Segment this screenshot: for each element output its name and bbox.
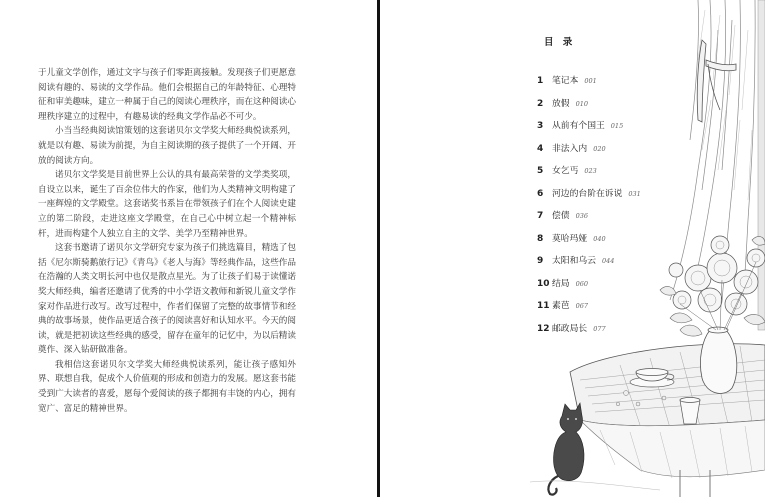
- chapter-page: 010: [575, 99, 589, 108]
- toc-item[interactable]: [537, 298, 641, 321]
- chapter-page: 067: [575, 302, 589, 310]
- chapter-page: 044: [602, 257, 615, 265]
- chapter-page: 031: [628, 189, 641, 198]
- paragraph: 诺贝尔文学奖是目前世界上公认的具有最高荣誉的文学类奖项，自设立以来，诞生了百余位伟大的作家，他们为人类精神文明构建了一座辉煌的文学殿堂。这套诺奖书系旨在带领孩子们在个人阅读史建立的第二阶段，走进这座文学殿堂，在自己心中树立起一个精神标杆，进而构建个人独立自主的文学、美学乃至精神世界。: [38, 170, 296, 239]
- toc-item[interactable]: [537, 321, 641, 344]
- chapter-number: 2: [537, 98, 544, 109]
- paragraph: 这套书邀请了诺贝尔文学研究专家为孩子们挑选篇目，精选了包括《尼尔斯骑鹅旅行记》《青鸟》《老人与海》等经典作品，这些作品在浩瀚的人类文明长河中也仅是散点星光。为了让孩子们易于读懂诺奖大师经典，编者还邀请了优秀的中小学语文教师和新锐儿童文学作家对作品进行改写。改写过程中，作者们保留了完整的故事情节和经典的故事场景，使作品更适合孩子的阅读喜好和认知水平。今天的阅读，就是把初读这些经典的感受，留存在童年的记忆中，为以后精读奠作、深入钻研做准备。: [38, 243, 296, 356]
- toc-item[interactable]: [537, 118, 641, 141]
- chapter-number: 6: [537, 188, 544, 199]
- chapter-page: 023: [584, 167, 597, 175]
- toc-item[interactable]: [537, 141, 641, 164]
- chapter-title: 笔记本: [552, 76, 579, 86]
- right-page: [380, 0, 765, 497]
- paragraph: 于儿童文学创作，通过文字与孩子们零距离接触。发现孩子们更愿意阅读有趣的、易读的文学作品。他们会根据自己的年龄特征、心理特征和审美趣味，建立一种属于自己的阅读心理秩序，而在这种阅读心理秩序建立的过程中，有趣易读的经典文学作品必不可少。: [38, 68, 296, 122]
- chapter-title: 太阳和乌云: [552, 256, 596, 266]
- chapter-title: 偿债: [552, 211, 570, 221]
- toc-item[interactable]: [537, 163, 641, 186]
- chapter-title: 素芭: [552, 301, 570, 311]
- chapter-title: 结局: [552, 278, 570, 289]
- preface-text: [38, 66, 296, 416]
- chapter-page: 015: [610, 122, 624, 130]
- chapter-page: 036: [575, 212, 589, 220]
- chapter-title: 女乞丐: [552, 166, 579, 176]
- chapter-number: 11: [537, 301, 550, 311]
- chapter-title: 邮政局长: [552, 323, 588, 334]
- chapter-page: 077: [593, 324, 606, 333]
- chapter-number: 8: [537, 233, 544, 244]
- chapter-title: 放假: [552, 98, 570, 109]
- left-page: [0, 0, 377, 497]
- paragraph: 小当当经典阅读馆策划的这套诺贝尔文学奖大师经典悦读系列，就是以有趣、易读为前提，为自主阅读期的孩子提供了一个开阔、开放的阅读方向。: [38, 126, 296, 166]
- table-of-contents: [537, 73, 641, 343]
- chapter-title: 河边的台阶在诉说: [552, 188, 623, 199]
- chapter-title: 非法入内: [552, 143, 588, 154]
- chapter-page: 040: [593, 234, 606, 243]
- toc-item[interactable]: [537, 231, 641, 254]
- toc-item[interactable]: [537, 96, 641, 119]
- paragraph: 我相信这套诺贝尔文学奖大师经典悦读系列，能让孩子感知外界、联想自我，促成个人价值观的形成和创造力的发展。愿这套书能受到广大读者的喜爱，愿每个爱阅读的孩子都拥有丰饶的内心，拥有宽广、富足的精神世界。: [38, 359, 296, 414]
- toc-item[interactable]: [537, 276, 641, 299]
- toc-title: 目 录: [544, 37, 576, 48]
- chapter-title: 莫哈玛娅: [552, 233, 588, 244]
- toc-item[interactable]: [537, 73, 641, 96]
- chapter-page: 001: [584, 77, 597, 85]
- chapter-number: 7: [537, 211, 544, 221]
- chapter-number: 5: [537, 166, 544, 176]
- toc-item[interactable]: [537, 208, 641, 231]
- chapter-title: 从前有个国王: [552, 121, 605, 131]
- chapter-page: 020: [593, 144, 606, 153]
- chapter-number: 12: [537, 323, 550, 334]
- chapter-page: 060: [575, 279, 589, 288]
- chapter-number: 1: [537, 76, 544, 86]
- toc-item[interactable]: [537, 186, 641, 209]
- chapter-number: 3: [537, 121, 544, 131]
- chapter-number: 10: [537, 278, 550, 289]
- toc-item[interactable]: [537, 253, 641, 276]
- chapter-number: 4: [537, 143, 544, 154]
- chapter-number: 9: [537, 256, 544, 266]
